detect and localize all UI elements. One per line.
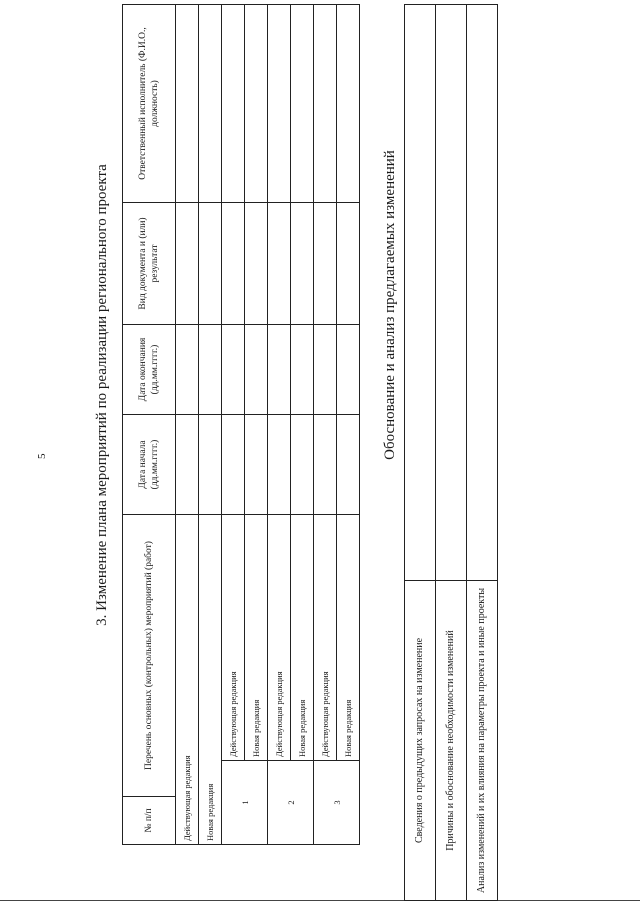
page-number: 5 <box>36 453 48 459</box>
row-label: Новая редакция <box>245 515 268 761</box>
changes-title: Обоснование и анализ предлагаемых изменений <box>382 150 398 460</box>
table-cell <box>291 325 314 415</box>
table-cell <box>314 325 337 415</box>
table-cell <box>405 5 436 581</box>
row-number: 1 <box>222 761 268 845</box>
table-row <box>467 5 498 901</box>
table-cell <box>291 203 314 325</box>
table-cell <box>268 203 291 325</box>
row-label: Причины и обоснование необходимости изменений <box>436 581 467 901</box>
table-cell <box>245 5 268 203</box>
row-number: 2 <box>268 761 314 845</box>
table-row <box>291 5 314 845</box>
section-title: 3. Изменение плана мероприятий по реализации регионального проекта <box>94 164 110 626</box>
table-row <box>405 5 436 901</box>
changes-table <box>404 4 498 901</box>
table-cell <box>291 5 314 203</box>
table-cell <box>337 203 360 325</box>
row-label: Действующая редакция <box>222 515 245 761</box>
table-cell <box>337 5 360 203</box>
row-label: Действующая редакция <box>268 515 291 761</box>
table-row <box>222 5 245 845</box>
table-row <box>268 5 291 845</box>
table-cell <box>176 203 199 325</box>
table-cell <box>467 5 498 581</box>
table-cell <box>337 415 360 515</box>
table-cell <box>268 5 291 203</box>
number-header: № п/п <box>123 797 176 845</box>
end-date-header: Дата окончания (дд.мм.гггг.) <box>123 325 176 415</box>
table-cell <box>199 325 222 415</box>
row-label: Новая редакция <box>199 515 222 845</box>
table-cell <box>268 325 291 415</box>
row-label: Новая редакция <box>291 515 314 761</box>
table-cell <box>199 203 222 325</box>
table-cell <box>222 203 245 325</box>
table-cell <box>291 415 314 515</box>
document-header: Вид документа и (или) результат <box>123 203 176 325</box>
table-cell <box>199 5 222 203</box>
table-row <box>245 5 268 845</box>
table-cell <box>245 325 268 415</box>
activities-header: Перечень основных (контрольных) мероприятий (работ) <box>123 515 176 797</box>
row-number: 3 <box>314 761 360 845</box>
table-row <box>199 5 222 845</box>
table-cell <box>314 5 337 203</box>
table-cell <box>245 415 268 515</box>
table-cell <box>314 203 337 325</box>
table-cell <box>176 415 199 515</box>
table-cell <box>222 5 245 203</box>
plan-table <box>122 4 360 845</box>
table-cell <box>337 325 360 415</box>
table-cell <box>268 415 291 515</box>
table-cell <box>245 203 268 325</box>
table-row <box>314 5 337 845</box>
table-cell <box>199 415 222 515</box>
table-cell <box>222 325 245 415</box>
table-cell <box>176 325 199 415</box>
table-row <box>436 5 467 901</box>
table-cell <box>222 415 245 515</box>
table-cell <box>176 5 199 203</box>
table-row <box>176 5 199 845</box>
row-label: Действующая редакция <box>314 515 337 761</box>
start-date-header: Дата начала (дд.мм.гггг.) <box>123 415 176 515</box>
row-label: Новая редакция <box>337 515 360 761</box>
row-label: Сведения о предыдущих запросах на изменение <box>405 581 436 901</box>
table-cell <box>314 415 337 515</box>
table-cell <box>436 5 467 581</box>
page-edge <box>0 894 640 901</box>
table-row <box>337 5 360 845</box>
plan-header-row <box>123 5 176 845</box>
responsible-header: Ответственный исполнитель (Ф.И.О., должность) <box>123 5 176 203</box>
row-label: Анализ изменений и их влияния на параметры проекта и иные проекты <box>467 581 498 901</box>
row-label: Действующая редакция <box>176 515 199 845</box>
